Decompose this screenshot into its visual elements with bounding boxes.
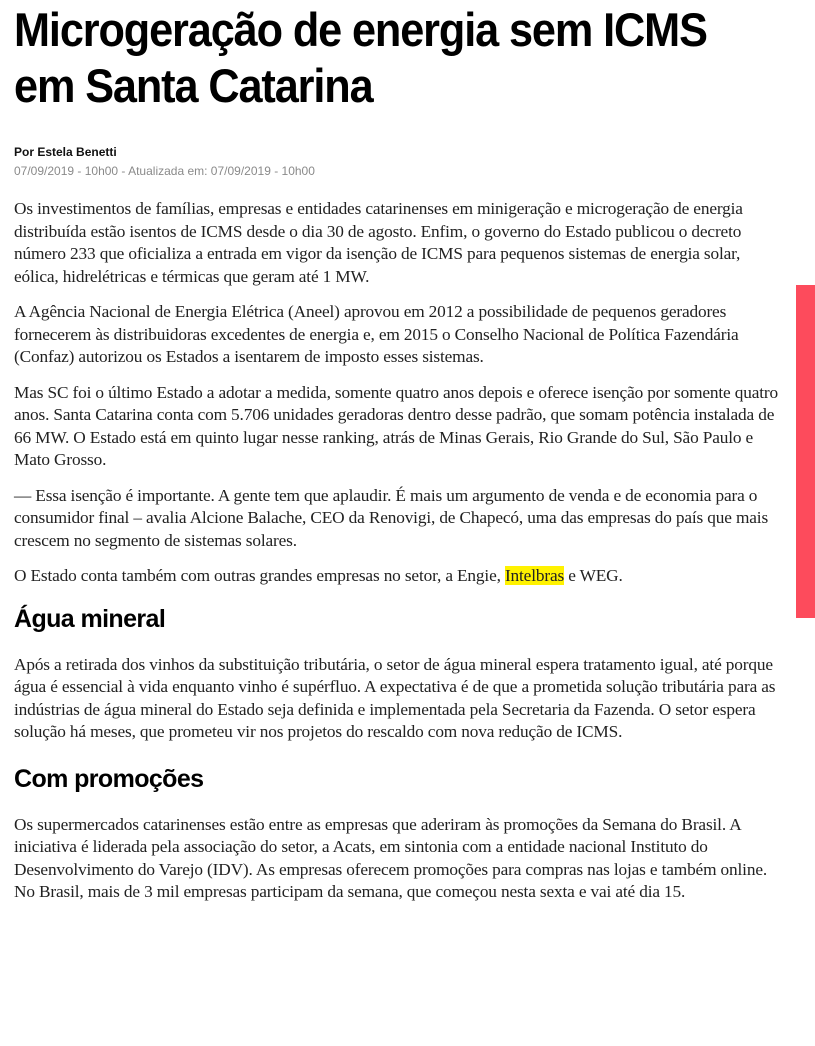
section-heading-agua-mineral: Água mineral: [14, 604, 166, 633]
article: [14, 0, 784, 904]
section-heading-com-promocoes: Com promoções: [14, 764, 204, 793]
companies-text-after: e WEG.: [564, 566, 623, 585]
publish-dateline: 07/09/2019 - 10h00 - Atualizada em: 07/09/2019 - 10h00: [14, 164, 315, 178]
companies-paragraph: [14, 565, 784, 588]
article-paragraph: A Agência Nacional de Energia Elétrica (Aneel) aprovou em 2012 a possibilidade de pequenos geradores fornecerem às distribuidoras excedentes de energia e, em 2015 o Conselho Nacional de Política Fazendária (Confaz) autorizou os Estados a isentarem de imposto esses sistemas.: [14, 302, 739, 366]
section-body-com-promocoes: Os supermercados catarinenses estão entre as empresas que aderiram às promoções da Semana do Brasil. A iniciativa é liderada pela associação do setor, a Acats, em sintonia com a entidade nacional Instituto do Desenvolvimento do Varejo (IDV). As empresas oferecem promoções para compras nas lojas e também online. No Brasil, mais de 3 mil empresas participam da semana, que começou nesta sexta e vai até dia 15.: [14, 814, 768, 901]
article-paragraph: — Essa isenção é importante. A gente tem que aplaudir. É mais um argumento de venda e de economia para o consumidor final – avalia Alcione Balache, CEO da Renovigi, de Chapecó, uma das empresas do país que mais crescem no segmento de sistemas solares.: [14, 485, 769, 550]
article-paragraph: Mas SC foi o último Estado a adotar a medida, somente quatro anos depois e oferece isenção por somente quatro anos. Santa Catarina conta com 5.706 unidades geradoras dentro desse padrão, que somam potência instalada de 66 MW. O Estado está em quinto lugar nesse ranking, atrás de Minas Gerais, Rio Grande do Sul, São Paulo e Mato Grosso.: [14, 382, 778, 469]
section-body-agua-mineral: Após a retirada dos vinhos da substituição tributária, o setor de água mineral espera tratamento igual, até porque água é essencial à vida enquanto vinho é supérfluo. A expectativa é de que a prometida solução tributária para as indústrias de água mineral do Estado seja definida e implementada pela Secretaria da Fazenda. O setor espera solução há meses, que prometeu vir nos projetos do rescaldo com nova redução de ICMS.: [14, 654, 776, 741]
author-byline[interactable]: Por Estela Benetti: [14, 145, 117, 159]
side-feedback-tab[interactable]: [796, 285, 815, 618]
companies-text-before: O Estado conta também com outras grandes empresas no setor, a Engie,: [14, 566, 505, 585]
highlighted-link-intelbras[interactable]: Intelbras: [504, 566, 565, 585]
article-title: Microgeração de energia sem ICMS em Santa Catarina: [14, 3, 707, 112]
article-paragraph: Os investimentos de famílias, empresas e entidades catarinenses em minigeração e microgeração de energia distribuída estão isentos de ICMS desde o dia 30 de agosto. Enfim, o governo do Estado publicou o decreto número 233 que oficializa a entrada em vigor da isenção de ICMS para pequenos sistemas de energia solar, eólica, hidrelétricas e térmicas que geram até 1 MW.: [14, 199, 743, 286]
